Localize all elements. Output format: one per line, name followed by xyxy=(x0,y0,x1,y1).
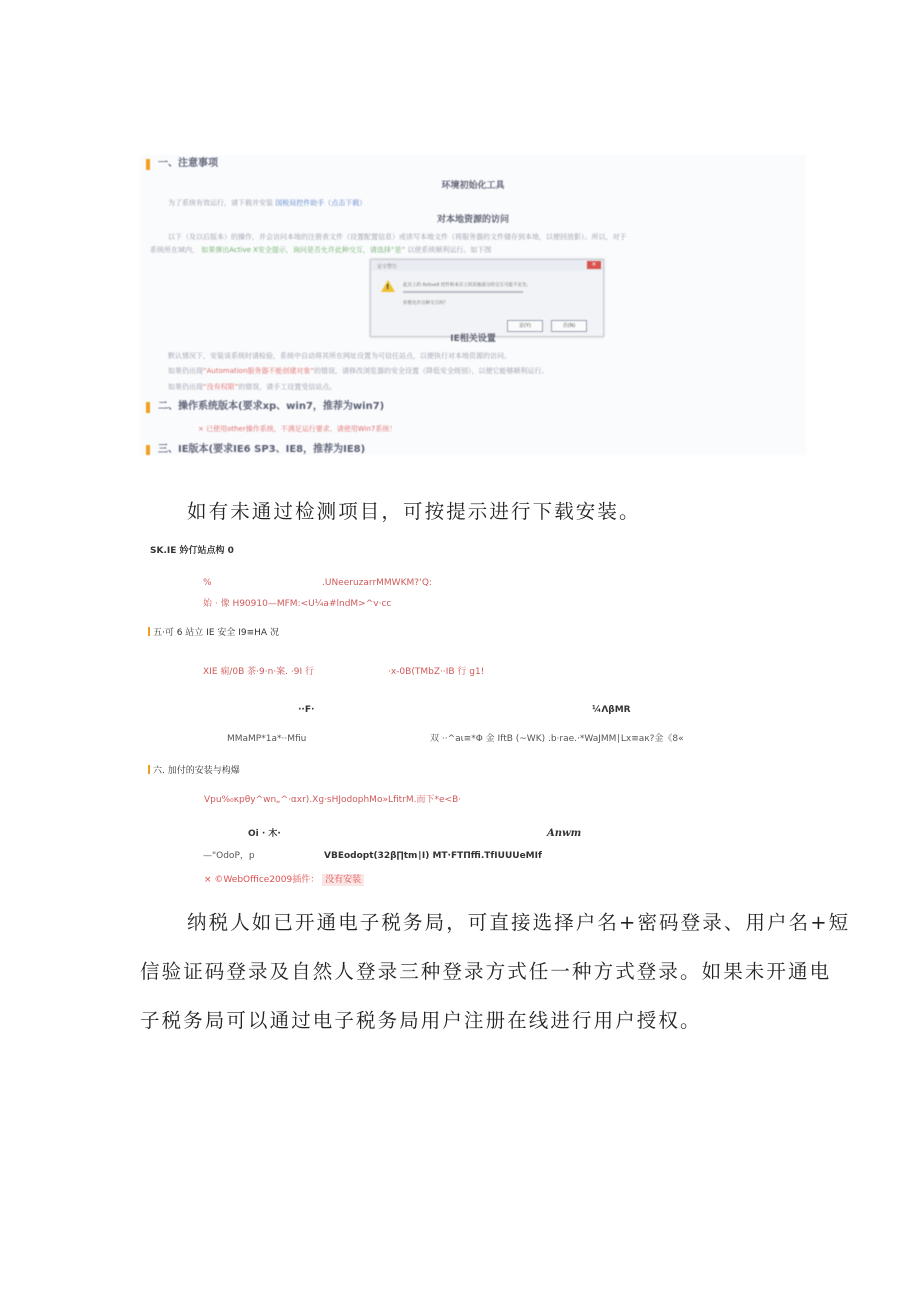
ie-settings-text-1: 默认情况下，安装该系统时请检验，系统中自动将其所在网址设置为可信任站点，以便执行对本地资源的访问。 xyxy=(168,352,511,360)
ie-security-heading-text: 五·可 6 站立 IE 安全 I9≡HA 况 xyxy=(153,628,279,638)
section-marker xyxy=(146,402,150,413)
shi-label: 始 · 像 H90910—MFM:<U¼a#lndM>^v·cc xyxy=(203,599,392,609)
paragraph-login-line-1: 纳税人如已开通电子税务局，可直接选择户名+密码登录、用户名+短 xyxy=(187,911,851,934)
paragraph-login-line-3: 子税务局可以通过电子税务局用户注册在线进行用户授权。 xyxy=(140,1009,702,1032)
ie-settings-text-3a: 如果仍出现 xyxy=(168,383,203,391)
local-access-title: 对本地资源的访问 xyxy=(436,215,509,225)
ie-settings-line-2 xyxy=(168,368,549,375)
ie-security-heading xyxy=(148,627,279,638)
xie-right-label: ·x-0B(TMbZ··IB 行 g1! xyxy=(388,667,485,677)
section-heading: 一、注意事项 xyxy=(158,158,218,169)
paragraph-install-hint: 如有未通过检测项目，可按提示进行下载安装。 xyxy=(187,500,641,523)
weboffice-warning xyxy=(204,876,364,885)
download-link[interactable]: 国税局控件助手（点击下载） xyxy=(275,199,367,207)
os-version-heading: 二、操作系统版本(要求xp、win7，推荐为win7) xyxy=(158,401,385,412)
vpu-label: Vpu%₀κpθy^wn„^·αxr).Xg·sHJodophMo»LfitrM.而下*e<B· xyxy=(204,795,462,805)
local-access-line-2 xyxy=(150,247,491,254)
not-installed-badge: 没有安装 xyxy=(322,874,364,886)
oi-label: Oi · 木· xyxy=(248,829,281,839)
ie-trusted-site-heading: SK.IE 妗仃站点构 0 xyxy=(150,546,234,556)
ie-version-heading: 三、IE版本(要求IE6 SP3、IE8，推荐为IE8) xyxy=(158,444,366,455)
anwm-label: Anwm xyxy=(547,828,582,839)
dialog-title: 安全警告 xyxy=(377,264,398,270)
automation-error: “Automation服务器不能创建对象” xyxy=(203,367,315,375)
os-version-warning: × 已使用other操作系统，不满足运行要求，请使用Win7系统！ xyxy=(198,425,397,433)
permission-error: “没有权限” xyxy=(203,383,239,391)
ie-settings-text-2a: 如果仍出现 xyxy=(168,367,203,375)
ie-settings-line-3 xyxy=(168,384,336,391)
dialog-yes-button[interactable]: 是(Y) xyxy=(507,320,543,332)
dialog-no-button[interactable]: 否(N) xyxy=(551,320,587,332)
warning-icon: ! xyxy=(381,280,395,292)
shuang-label: 双 ··^aι≡*Φ 金 IftB (~WK) .b·rae.·*WaJMM∣Lx≡aκ?金《8« xyxy=(430,734,684,744)
close-icon[interactable]: ✕ xyxy=(587,261,601,269)
ie-settings-title: IE相关设置 xyxy=(450,334,496,344)
paragraph-login-line-2: 信验证码登录及自然人登录三种登录方式任一种方式登录。如果未开通电 xyxy=(140,960,832,983)
local-access-text-3: 以使系统顺利运行。如下图 xyxy=(407,246,492,254)
uneeru-label: .UNeeruzarrMMWKM?‘Q: xyxy=(322,578,432,588)
section-marker xyxy=(146,159,150,170)
ie-settings-text-2b: 的错误，请修改浏览器的安全设置（降低安全级别），以便它能够顺利运行。 xyxy=(314,367,549,375)
f-label: ··F· xyxy=(298,705,315,715)
section-marker xyxy=(148,627,150,636)
abmr-label: ¼ΛβMR xyxy=(592,705,631,715)
ie-settings-text-3b: 的错误，请手工设置受信站点。 xyxy=(238,383,337,391)
dialog-question: 你想允许这种交互吗？ xyxy=(403,301,448,306)
init-tool-line xyxy=(168,200,366,207)
security-warning-dialog xyxy=(370,259,604,337)
percent-label: % xyxy=(203,578,212,588)
weboffice-warning-text: ©WebOffice2009插件： xyxy=(214,875,320,885)
dialog-message: 此页上的 ActiveX 控件和本页上的其他部分的交互可能不安全。 xyxy=(403,283,531,288)
vbe-label: VBEodopt(32β∏tm∣I) MT·FTΠffi.TfIUUUeMIf xyxy=(324,851,542,861)
init-tool-title: 环境初始化工具 xyxy=(441,181,505,191)
plugin-install-heading-text: 六. 加付的安装与构爆 xyxy=(153,766,240,776)
mmamp-label: MMaMP*1a*··Mfiu xyxy=(227,734,307,744)
activex-hint: 如果弹出Active X安全提示，询问是否允许此种交互，请选择“是” xyxy=(201,246,406,254)
dialog-text-line xyxy=(403,291,523,293)
plugin-install-heading xyxy=(148,765,240,776)
xie-left-label: XIE 痫/0B 茶·9·n·案. ·9I 行 xyxy=(203,667,314,677)
section-marker xyxy=(146,445,150,455)
section-marker xyxy=(148,765,150,774)
dialog-titlebar xyxy=(371,260,603,271)
embedded-screenshot xyxy=(140,155,806,455)
init-tool-text: 为了系统有效运行，请下载并安装 xyxy=(168,199,273,207)
warning-x-icon: × xyxy=(204,875,212,885)
local-access-text-1: 以下（及以后版本）的操作，并会访问本地的注册表文件（设置配置信息）或读写本地文件（将服务器的文件储存到本地，以便回放影）。所以，对于 xyxy=(168,233,627,241)
odop-label: —"OdoP，p xyxy=(203,851,255,861)
local-access-text-2: 系统所在域内， xyxy=(150,246,199,254)
